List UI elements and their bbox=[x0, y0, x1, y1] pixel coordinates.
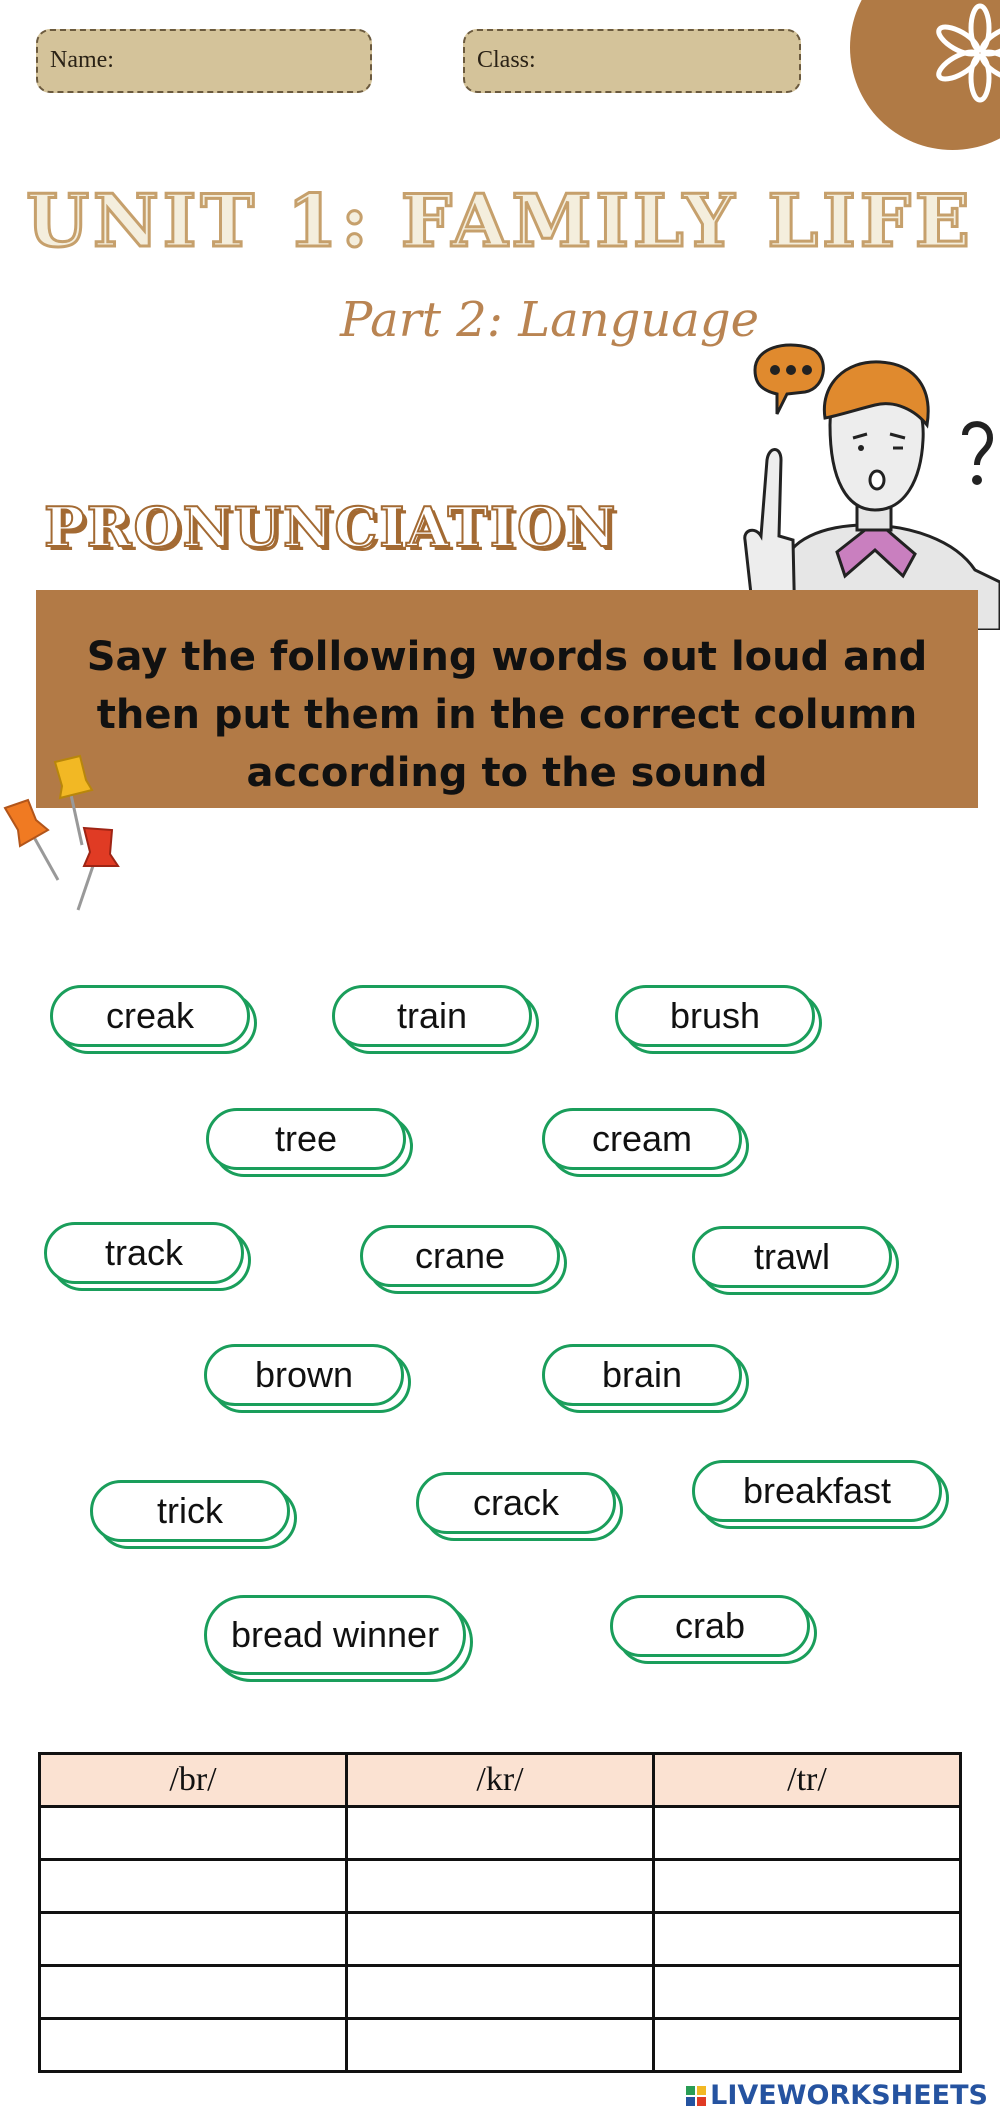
word-chip[interactable]: bread winner bbox=[204, 1595, 466, 1675]
brand-footer bbox=[686, 2080, 988, 2111]
drop-cell[interactable] bbox=[347, 1860, 654, 1913]
column-header-tr: /tr/ bbox=[654, 1754, 961, 1807]
drop-cell[interactable] bbox=[347, 1913, 654, 1966]
drop-cell[interactable] bbox=[347, 1807, 654, 1860]
drop-cell[interactable] bbox=[654, 1913, 961, 1966]
table-row bbox=[40, 2019, 961, 2072]
name-label: Name: bbox=[50, 47, 114, 73]
word-chip[interactable]: track bbox=[44, 1222, 244, 1284]
drop-cell[interactable] bbox=[40, 1807, 347, 1860]
drop-cell[interactable] bbox=[654, 1807, 961, 1860]
word-chip[interactable]: cream bbox=[542, 1108, 742, 1170]
corner-badge bbox=[850, 0, 1000, 150]
word-chip[interactable]: creak bbox=[50, 985, 250, 1047]
class-label: Class: bbox=[477, 47, 536, 73]
drop-cell[interactable] bbox=[40, 1913, 347, 1966]
table-row bbox=[40, 1966, 961, 2019]
pushpins-decoration bbox=[0, 750, 140, 920]
table-row bbox=[40, 1860, 961, 1913]
word-chip[interactable]: brain bbox=[542, 1344, 742, 1406]
word-chip[interactable]: crab bbox=[610, 1595, 810, 1657]
thinking-man-illustration bbox=[715, 330, 1000, 630]
drop-cell[interactable] bbox=[40, 2019, 347, 2072]
sorting-table bbox=[38, 1752, 962, 2073]
name-field[interactable] bbox=[36, 29, 372, 93]
table-row bbox=[40, 1913, 961, 1966]
drop-cell[interactable] bbox=[654, 1966, 961, 2019]
table-row bbox=[40, 1807, 961, 1860]
word-chip[interactable]: trick bbox=[90, 1480, 290, 1542]
table-header-row bbox=[40, 1754, 961, 1807]
drop-cell[interactable] bbox=[347, 1966, 654, 2019]
section-title: PRONUNCIATION bbox=[44, 495, 618, 559]
word-chip[interactable]: breakfast bbox=[692, 1460, 942, 1522]
drop-cell[interactable] bbox=[654, 1860, 961, 1913]
flower-icon bbox=[930, 3, 1000, 103]
unit-title: UNIT 1: FAMILY LIFE bbox=[26, 178, 974, 263]
drop-cell[interactable] bbox=[347, 2019, 654, 2072]
word-chip[interactable]: tree bbox=[206, 1108, 406, 1170]
word-chip[interactable]: crane bbox=[360, 1225, 560, 1287]
word-chip[interactable]: trawl bbox=[692, 1226, 892, 1288]
brand-text: LIVEWORKSHEETS bbox=[710, 2080, 988, 2111]
column-header-kr: /kr/ bbox=[347, 1754, 654, 1807]
drop-cell[interactable] bbox=[40, 1860, 347, 1913]
liveworksheets-logo-icon bbox=[686, 2086, 706, 2106]
class-field[interactable] bbox=[463, 29, 801, 93]
column-header-br: /br/ bbox=[40, 1754, 347, 1807]
instruction-box: Say the following words out loud and then put them in the correct column according to the sound bbox=[36, 590, 978, 808]
word-chip[interactable]: train bbox=[332, 985, 532, 1047]
drop-cell[interactable] bbox=[40, 1966, 347, 2019]
part-title: Part 2: Language bbox=[340, 292, 760, 348]
word-chip[interactable]: crack bbox=[416, 1472, 616, 1534]
word-chip[interactable]: brush bbox=[615, 985, 815, 1047]
drop-cell[interactable] bbox=[654, 2019, 961, 2072]
word-chip[interactable]: brown bbox=[204, 1344, 404, 1406]
